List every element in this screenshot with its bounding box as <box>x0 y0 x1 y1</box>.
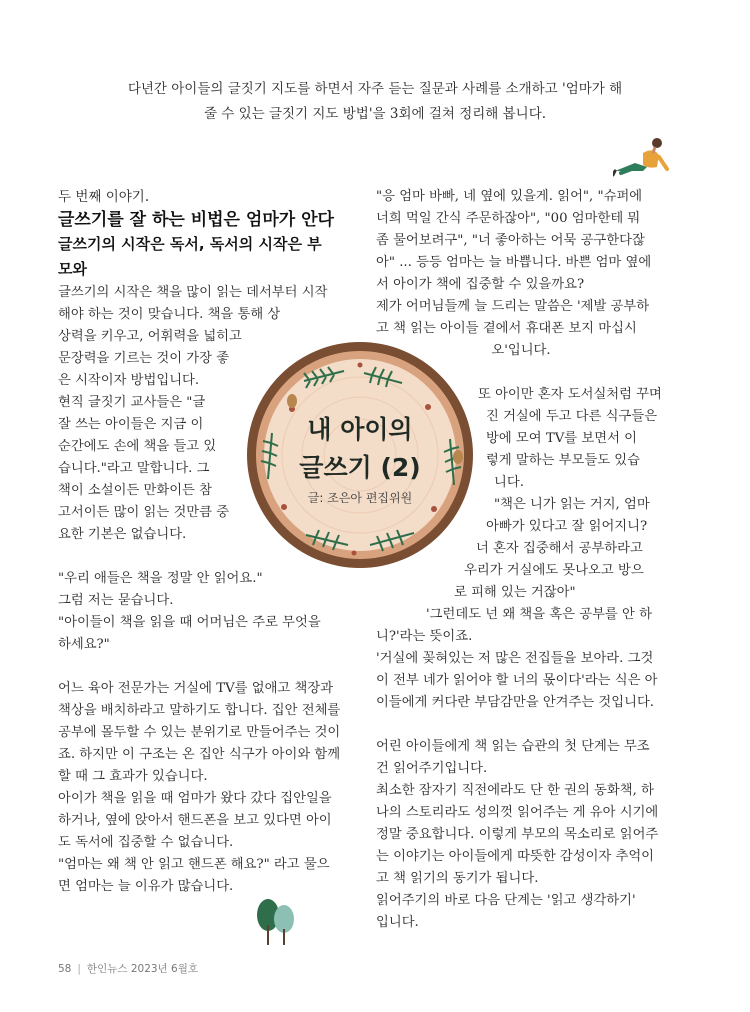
text-line: 할 때 그 효과가 있습니다. <box>58 769 208 784</box>
text-line: 책상을 배치하라고 말하기도 합니다. 집안 전체를 <box>58 703 341 718</box>
text-line: 하거나, 옆에 앉아서 핸드폰을 보고 있다면 아이 <box>58 813 332 828</box>
subheading-line: 모와 <box>58 260 87 278</box>
text-line: "엄마는 왜 책 안 읽고 핸드폰 해요?" 라고 물으 <box>58 857 330 872</box>
text-line: 건 읽어주기입니다. <box>376 761 488 776</box>
text-line: 너희 먹일 간식 주문하잖아", "00 엄마한테 뭐 <box>376 211 641 226</box>
paragraph <box>376 186 666 362</box>
publication-name: 한인뉴스 2023년 6월호 <box>86 963 198 975</box>
paragraph <box>376 736 666 934</box>
text-line: "아이들이 책을 읽을 때 어머님은 주로 무엇을 <box>58 615 321 630</box>
text-line: 나의 스토리라도 성의껏 읽어주는 게 유아 시기에 <box>376 805 659 820</box>
text-line: 문장력을 기르는 것이 가장 좋 <box>58 351 230 366</box>
text-line: 입니다. <box>376 915 419 930</box>
text-line: 너 혼자 집중해서 공부하라고 <box>476 541 643 556</box>
text-line: 고 책 읽기의 동기가 됩니다. <box>376 871 539 886</box>
text-line: 하세요?" <box>58 637 110 652</box>
intro-line: 다년간 아이들의 글짓기 지도를 하면서 자주 듣는 질문과 사례를 소개하고 '엄마가 해 <box>127 81 623 97</box>
text-line: 면 엄마는 늘 이유가 많습니다. <box>58 879 234 894</box>
text-line: 로 피해 있는 거잖아" <box>454 585 576 600</box>
tree-illustration <box>252 895 300 947</box>
paragraph <box>58 568 348 656</box>
page-number: 58 <box>58 963 72 975</box>
text-line: 요한 기본은 없습니다. <box>58 527 187 542</box>
text-line: 현직 글짓기 교사들은 "글 <box>58 395 206 410</box>
text-line: 이들에게 커다란 부담감만을 안겨주는 것입니다. <box>376 695 655 710</box>
article-heading: 글쓰기를 잘 하는 비법은 엄마가 안다 <box>58 210 334 230</box>
reclining-person-illustration <box>613 133 673 177</box>
badge-byline: 글: 조은아 편집위원 <box>307 491 413 505</box>
text-line: 공부에 몰두할 수 있는 분위기로 만들어주는 것이 <box>58 725 341 740</box>
text-line: 우리가 거실에도 못나오고 방으 <box>464 563 644 578</box>
text-line: 제가 어머님들께 늘 드리는 말씀은 '제발 공부하 <box>376 299 650 314</box>
text-line: 니?'라는 뜻이죠. <box>376 629 473 644</box>
text-line: 이 전부 네가 읽어야 할 너의 몫이다'라는 식은 아 <box>376 673 658 688</box>
text-line: 서 아이가 책에 집중할 수 있을까요? <box>376 277 585 292</box>
text-line: 아이가 책을 읽을 때 엄마가 왔다 갔다 집안일을 <box>58 791 332 806</box>
text-line: 습니다."라고 말합니다. 그 <box>58 461 210 476</box>
intro-line: 줄 수 있는 글짓기 지도 방법'을 3회에 걸쳐 정리해 봅니다. <box>203 106 547 122</box>
text-line: 정말 중요합니다. 이렇게 부모의 목소리로 읽어주 <box>376 827 659 842</box>
text-line: 또 아이만 혼자 도서실처럼 꾸며 <box>478 387 662 402</box>
text-line: 고서이든 많이 읽는 것만큼 중 <box>58 505 230 520</box>
text-line: 아" ... 등등 엄마는 늘 바쁩니다. 바쁜 엄마 옆에 <box>376 255 652 270</box>
paragraph <box>58 678 348 898</box>
text-line: 는 이야기는 아이들에게 따뜻한 감성이자 추억이 <box>376 849 655 864</box>
text-line: 어린 아이들에게 책 읽는 습관의 첫 단계는 무조 <box>376 739 650 754</box>
text-line: '거실에 꽂혀있는 저 많은 전집들을 보아라. 그것 <box>376 651 654 666</box>
text-line: 어느 육아 전문가는 거실에 TV를 없애고 책장과 <box>58 681 334 696</box>
text-line: 읽어주기의 바로 다음 단계는 '읽고 생각하기' <box>376 893 636 908</box>
series-label: 두 번째 이야기. <box>58 189 150 205</box>
text-line: 좀 물어보려구", "너 좋아하는 어묵 공구한다잖 <box>376 233 645 248</box>
text-line: 순간에도 손에 책을 들고 있 <box>58 439 217 454</box>
text-line: '그런데도 넌 왜 책을 혹은 공부를 안 하 <box>426 607 652 622</box>
text-line: 렇게 말하는 부모들도 있습 <box>486 453 640 468</box>
text-line: "우리 애들은 책을 정말 안 읽어요." <box>58 571 263 586</box>
text-line: 아빠가 있다고 잘 읽어지니? <box>486 519 648 534</box>
text-line: 오'입니다. <box>491 343 551 358</box>
text-line: 도 독서에 집중할 수 없습니다. <box>58 835 234 850</box>
text-line: 최소한 잠자기 직전에라도 단 한 권의 동화책, 하 <box>376 783 654 798</box>
page-footer: 58 | 한인뉴스 2023년 6월호 <box>58 963 198 975</box>
text-line: 방에 모여 TV를 보면서 이 <box>486 431 637 446</box>
text-line: "응 엄마 바빠, 네 옆에 있을게. 읽어", "슈퍼에 <box>376 189 643 204</box>
section-subheading <box>58 232 348 282</box>
intro-text <box>95 77 655 127</box>
text-line: 잘 쓰는 아이들은 지금 이 <box>58 417 204 432</box>
text-line: 죠. 하지만 이 구조는 온 집안 식구가 아이와 함께 <box>58 747 341 762</box>
badge-title-line: 내 아이의 <box>307 415 413 444</box>
text-line: 은 시작이자 방법입니다. <box>58 373 200 388</box>
text-line: 해야 하는 것이 맞습니다. 책을 통해 상 <box>58 307 281 322</box>
text-line: "책은 니가 읽는 거지, 엄마 <box>494 497 650 512</box>
text-line: 진 거실에 두고 다른 식구들은 <box>486 409 658 424</box>
badge-title-line: 글쓰기 (2) <box>299 453 421 482</box>
subheading-line: 글쓰기의 시작은 독서, 독서의 시작은 부 <box>58 235 322 253</box>
text-line: 그럼 저는 묻습니다. <box>58 593 174 608</box>
text-line: 글쓰기의 시작은 책을 많이 읽는 데서부터 시작 <box>58 285 328 300</box>
text-line: 상력을 키우고, 어휘력을 넓히고 <box>58 329 242 344</box>
text-line: 책이 소설이든 만화이든 참 <box>58 483 212 498</box>
text-line: 고 책 읽는 아이들 곁에서 휴대폰 보지 마십시 <box>376 321 637 336</box>
title-badge <box>244 339 476 571</box>
text-line: 니다. <box>494 475 524 490</box>
